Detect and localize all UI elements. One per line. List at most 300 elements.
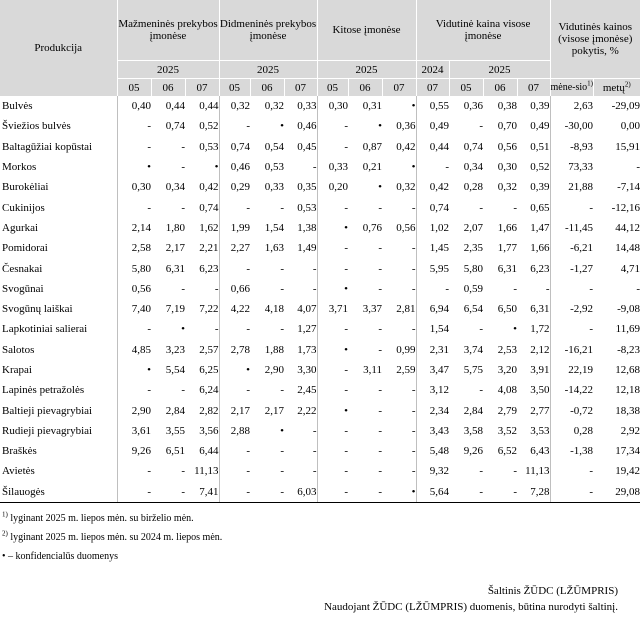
product-name: Svogūnų laiškai [2, 303, 73, 316]
table-cell: 6,25 [199, 364, 219, 376]
table-cell: 1,73 [297, 343, 317, 356]
table-cell: - [219, 258, 250, 278]
table-cell: - [151, 482, 185, 503]
table-cell: 3,43 [416, 421, 449, 441]
header-month: 07 [517, 79, 550, 97]
table-cell: - [181, 161, 185, 174]
table-cell: 2,07 [463, 221, 484, 234]
table-cell: - [479, 120, 484, 133]
table-cell: - [317, 197, 348, 217]
table-cell: 0,40 [117, 96, 151, 116]
table-cell: - [411, 424, 416, 437]
product-name: Svogūnai [2, 282, 44, 295]
product-name: Braškės [2, 445, 37, 458]
source-line: Šaltinis ŽŪDC (LŽŪMPRIS) [487, 585, 618, 597]
table-cell: 0,59 [463, 282, 484, 295]
table-cell: 2,53 [497, 343, 518, 356]
table-cell: - [117, 137, 151, 157]
header-change-yearly [593, 79, 640, 97]
table-cell: - [416, 279, 449, 299]
table-cell: 2,90 [264, 364, 284, 376]
table-cell: - [513, 201, 518, 214]
table-cell: 4,07 [297, 303, 317, 316]
header-retail-year: 2025 [117, 61, 219, 79]
table-cell: 0,42 [416, 177, 449, 197]
header-month: 07 [416, 79, 449, 97]
header-other-year: 2025 [317, 61, 416, 79]
header-average: Vidutinė kaina visose įmonėse [416, 0, 550, 61]
table-cell: -8,23 [617, 343, 640, 356]
table-cell: • [117, 360, 151, 380]
table-cell: - [636, 282, 640, 295]
table-cell: • [411, 161, 416, 174]
table-cell: - [280, 384, 284, 397]
table-cell: 11,13 [525, 465, 550, 478]
table-cell: - [378, 201, 383, 214]
table-cell: • [317, 340, 348, 360]
table-cell: 0,87 [362, 140, 383, 153]
table-cell: -6,21 [550, 238, 593, 258]
table-cell: - [479, 323, 484, 336]
table-cell: 7,40 [117, 299, 151, 319]
table-cell: - [317, 137, 348, 157]
table-cell: 3,71 [317, 299, 348, 319]
table-cell: - [513, 465, 518, 478]
table-cell: - [378, 242, 383, 255]
table-cell: - [317, 482, 348, 503]
table-cell: 1,77 [497, 242, 518, 255]
product-name: Cukinijos [2, 201, 45, 214]
table-cell: 7,19 [165, 303, 185, 316]
table-row [0, 421, 640, 441]
table-cell: 0,46 [297, 120, 317, 133]
footnote-3 [2, 550, 222, 569]
table-cell: -9,08 [617, 303, 640, 316]
table-cell: 0,30 [497, 161, 518, 174]
table-cell: 22,19 [550, 360, 593, 380]
table-cell: 0,00 [620, 120, 640, 133]
header-month: 05 [117, 79, 151, 97]
table-cell: - [411, 201, 416, 214]
table-row [0, 319, 640, 339]
product-name: Agurkai [2, 221, 39, 234]
table-cell: - [117, 380, 151, 400]
table-cell: 5,75 [463, 364, 484, 376]
table-cell: 3,74 [463, 343, 484, 356]
table-cell: 0,56 [497, 140, 518, 153]
table-cell: - [312, 465, 317, 478]
table-cell: - [411, 242, 416, 255]
table-cell: 6,50 [497, 303, 518, 316]
table-cell: 5,64 [416, 482, 449, 503]
table-cell: 3,58 [463, 424, 484, 437]
header-month: 07 [382, 79, 416, 97]
table-cell: 2,90 [117, 400, 151, 420]
header-month: 06 [483, 79, 517, 97]
table-cell: - [219, 461, 250, 481]
table-cell: • [317, 218, 348, 238]
table-cell: 0,74 [219, 137, 250, 157]
table-cell: - [483, 482, 517, 503]
table-cell: - [280, 201, 284, 214]
footnote-2 [2, 531, 222, 550]
table-cell: 3,55 [165, 424, 185, 437]
table-cell: 0,42 [396, 140, 416, 153]
table-cell: 1,38 [297, 221, 317, 234]
table-cell: - [317, 238, 348, 258]
table-cell: - [411, 282, 416, 295]
table-cell: 0,38 [497, 100, 518, 113]
header-month: 05 [449, 79, 483, 97]
header-month: 07 [284, 79, 317, 97]
header-month: 06 [151, 79, 185, 97]
table-cell: 19,42 [615, 465, 640, 478]
table-cell: - [317, 461, 348, 481]
table-cell: - [411, 384, 416, 397]
table-cell: 2,17 [264, 404, 284, 417]
table-cell: - [280, 465, 284, 478]
table-row [0, 299, 640, 319]
table-cell: 9,26 [463, 445, 484, 458]
table-cell: 0,74 [199, 201, 219, 214]
table-cell: - [378, 282, 383, 295]
table-cell: - [378, 445, 383, 458]
table-cell: 4,18 [264, 303, 284, 316]
table-cell: 6,94 [416, 299, 449, 319]
table-cell: - [513, 282, 518, 295]
table-cell: 0,33 [297, 100, 317, 113]
header-wholesale-year: 2025 [219, 61, 317, 79]
table-cell: -7,14 [617, 181, 640, 194]
table-cell: 0,33 [264, 181, 284, 194]
table-cell: 3,53 [530, 424, 550, 437]
table-cell: 2,21 [199, 242, 219, 255]
footnote-1-marker: 1) [2, 510, 8, 519]
product-name: Krapai [2, 364, 32, 376]
table-cell: 0,53 [264, 161, 284, 174]
table-cell: - [117, 461, 151, 481]
table-cell: - [312, 424, 317, 437]
table-cell: 2,63 [550, 96, 593, 116]
table-row [0, 400, 640, 420]
table-cell: • [214, 161, 219, 174]
header-change-monthly-label: mėne-sio [550, 82, 588, 93]
table-cell: - [411, 465, 416, 478]
header-other: Kitose įmonėse [317, 0, 416, 61]
table-cell: - [280, 262, 284, 275]
table-cell: - [449, 482, 483, 503]
table-cell: - [378, 262, 383, 275]
table-row [0, 360, 640, 380]
table-cell: 11,69 [615, 323, 640, 336]
table-cell: 5,80 [117, 258, 151, 278]
table-cell: 6,23 [199, 262, 219, 275]
table-cell: 2,17 [219, 400, 250, 420]
table-cell: - [181, 465, 185, 478]
table-cell: 6,54 [463, 303, 484, 316]
table-cell: - [411, 262, 416, 275]
table-row [0, 441, 640, 461]
table-cell: 0,53 [297, 201, 317, 214]
table-cell: 1,88 [264, 343, 284, 356]
table-cell: 1,45 [416, 238, 449, 258]
table-cell: 9,32 [416, 461, 449, 481]
table-row [0, 137, 640, 157]
table-cell: 0,29 [219, 177, 250, 197]
table-cell: 2,57 [199, 343, 219, 356]
table-cell: 1,47 [530, 221, 550, 234]
table-cell: 2,82 [199, 404, 219, 417]
table-cell: - [181, 140, 185, 153]
table-row [0, 238, 640, 258]
table-cell: 12,68 [615, 364, 640, 376]
table-cell: 0,30 [117, 177, 151, 197]
table-cell: 3,56 [199, 424, 219, 437]
table-cell: 2,14 [117, 218, 151, 238]
footnote-3-text: • – konfidencialūs duomenys [2, 551, 118, 562]
table-cell: 0,36 [463, 100, 484, 113]
table-cell: 2,77 [530, 404, 550, 417]
table-cell: - [312, 282, 317, 295]
header-change-monthly [550, 79, 593, 97]
table-cell: 2,88 [219, 421, 250, 441]
table-cell: - [411, 323, 416, 336]
table-cell: 0,34 [165, 181, 185, 194]
table-cell: -29,09 [611, 100, 640, 113]
table-cell: 6,24 [199, 384, 219, 397]
table-row [0, 218, 640, 238]
table-cell: • [411, 100, 416, 113]
table-cell: • [317, 279, 348, 299]
table-cell: 14,48 [615, 242, 640, 255]
table-cell: -8,93 [550, 137, 593, 157]
table-row [0, 482, 640, 503]
table-cell: 0,74 [416, 197, 449, 217]
table-cell: 1,63 [264, 242, 284, 255]
table-cell: - [219, 116, 250, 136]
product-name: Burokėliai [2, 181, 49, 194]
table-cell: 2,27 [219, 238, 250, 258]
table-cell: 0,34 [463, 161, 484, 174]
table-cell: -11,45 [550, 218, 593, 238]
product-name: Baltieji pievagrybiai [2, 404, 93, 417]
table-cell: 3,12 [416, 380, 449, 400]
table-cell: 0,76 [362, 221, 383, 234]
table-cell: 0,46 [219, 157, 250, 177]
table-cell: 2,22 [297, 404, 317, 417]
footnote-ref-1: 1) [587, 79, 594, 88]
table-cell: - [378, 404, 383, 417]
table-header [0, 0, 640, 96]
table-cell: • [280, 120, 284, 133]
product-name: Šviežios bulvės [2, 120, 71, 133]
table-cell: 0,51 [530, 140, 550, 153]
table-cell: 1,02 [416, 218, 449, 238]
table-cell: - [214, 323, 219, 336]
product-name: Česnakai [2, 262, 43, 275]
product-name: Baltagūžiai kopūstai [2, 140, 93, 153]
table-cell: 2,35 [463, 242, 484, 255]
product-name: Šilauogės [0, 482, 117, 503]
table-cell: 0,54 [264, 140, 284, 153]
table-cell: - [550, 197, 593, 217]
table-cell: 2,31 [416, 340, 449, 360]
product-name: Rudieji pievagrybiai [2, 424, 93, 437]
table-cell: 1,66 [530, 242, 550, 255]
table-cell: - [550, 461, 593, 481]
table-cell: 0,32 [396, 181, 416, 194]
table-cell: 6,51 [165, 445, 185, 458]
footnote-1-text: lyginant 2025 m. liepos mėn. su birželio mėn. [7, 513, 194, 524]
table-cell: 0,45 [297, 140, 317, 153]
table-cell: 3,61 [117, 421, 151, 441]
table-cell: 4,85 [117, 340, 151, 360]
table-cell: 3,50 [530, 384, 550, 397]
table-cell: 7,28 [517, 482, 550, 503]
table-cell: 1,99 [219, 218, 250, 238]
table-cell: 44,12 [615, 221, 640, 234]
table-cell: 0,70 [497, 120, 518, 133]
table-cell: 0,49 [530, 120, 550, 133]
product-name: Salotos [2, 343, 35, 356]
table-cell: - [219, 441, 250, 461]
table-cell: 2,78 [219, 340, 250, 360]
table-cell: - [317, 441, 348, 461]
table-cell: - [219, 482, 250, 503]
table-cell: 3,23 [165, 343, 185, 356]
product-name: Pomidorai [2, 242, 48, 255]
table-cell: 2,92 [620, 424, 640, 437]
table-cell: - [348, 482, 382, 503]
table-cell: • [280, 424, 284, 437]
header-month: 07 [185, 79, 219, 97]
table-cell: 7,41 [185, 482, 219, 503]
table-cell: - [411, 404, 416, 417]
table-cell: 0,49 [416, 116, 449, 136]
table-row [0, 340, 640, 360]
table-cell: 7,22 [199, 303, 219, 316]
table-cell: 0,21 [362, 161, 383, 174]
product-name: Bulvės [2, 100, 33, 113]
table-cell: • [317, 400, 348, 420]
header-change-yearly-label: metų [602, 81, 625, 94]
table-cell: 2,84 [463, 404, 484, 417]
header-month: 06 [348, 79, 382, 97]
table-cell: 1,54 [416, 319, 449, 339]
table-cell: - [317, 319, 348, 339]
table-cell: - [317, 116, 348, 136]
table-cell: - [550, 482, 593, 503]
table-cell: 6,23 [530, 262, 550, 275]
table-cell: - [312, 161, 317, 174]
table-cell: • [117, 157, 151, 177]
header-average-year-prev: 2024 [416, 61, 449, 79]
table-cell: - [636, 161, 640, 174]
table-cell: 0,32 [219, 96, 250, 116]
table-cell: - [219, 319, 250, 339]
footnote-ref-2: 2) [624, 79, 631, 88]
table-cell: -1,38 [550, 441, 593, 461]
table-cell: - [550, 319, 593, 339]
table-cell: - [280, 323, 284, 336]
table-cell: • [382, 482, 416, 503]
table-cell: 2,79 [497, 404, 518, 417]
table-cell: - [317, 421, 348, 441]
table-cell: 29,08 [593, 482, 640, 503]
product-name: Morkos [2, 161, 37, 174]
table-row [0, 380, 640, 400]
table-cell: - [181, 282, 185, 295]
table-cell: 4,22 [219, 299, 250, 319]
table-cell: - [312, 445, 317, 458]
table-cell: 5,80 [463, 262, 484, 275]
table-cell: 0,39 [530, 100, 550, 113]
header-month: 05 [317, 79, 348, 97]
table-cell: - [479, 384, 484, 397]
table-row [0, 258, 640, 278]
table-cell: 0,65 [530, 201, 550, 214]
header-retail: Mažmeninės prekybos įmonėse [117, 0, 219, 61]
table-cell: 12,18 [615, 384, 640, 397]
table-cell: 1,27 [297, 323, 317, 336]
product-name: Lapinės petražolės [2, 384, 85, 397]
table-cell: 0,31 [362, 100, 383, 113]
table-cell: - [250, 482, 284, 503]
table-cell: • [378, 181, 383, 194]
table-cell: 0,44 [165, 100, 185, 113]
table-cell: - [378, 465, 383, 478]
table-cell: - [411, 445, 416, 458]
source-notice: Naudojant ŽŪDC (LŽŪMPRIS) duomenis, būtina nurodyti šaltinį. [324, 601, 618, 613]
table-cell: - [117, 116, 151, 136]
table-cell: - [181, 384, 185, 397]
table-cell: - [280, 282, 284, 295]
table-cell: • [513, 323, 518, 336]
table-cell: 0,52 [530, 161, 550, 174]
table-cell: - [219, 380, 250, 400]
table-cell: 0,39 [530, 181, 550, 194]
table-cell: • [181, 323, 185, 336]
table-cell: 0,52 [199, 120, 219, 133]
table-body [0, 96, 640, 502]
table-cell: - [317, 360, 348, 380]
table-cell: 4,08 [497, 384, 518, 397]
table-cell: 2,34 [416, 400, 449, 420]
table-cell: - [214, 282, 219, 295]
table-cell: - [117, 197, 151, 217]
footnotes [2, 512, 222, 569]
table-cell: 0,28 [463, 181, 484, 194]
header-product: Produkcija [0, 0, 117, 96]
table-cell: 17,34 [615, 445, 640, 458]
table-cell: 0,99 [396, 343, 416, 356]
table-cell: 1,62 [199, 221, 219, 234]
table-cell: 2,58 [117, 238, 151, 258]
table-cell: 0,20 [317, 177, 348, 197]
table-cell: - [378, 384, 383, 397]
table-cell: -30,00 [550, 116, 593, 136]
table-cell: 5,54 [165, 364, 185, 376]
table-cell: 0,74 [463, 140, 484, 153]
table-cell: 3,37 [362, 303, 383, 316]
table-cell: 6,52 [497, 445, 518, 458]
footnote-2-marker: 2) [2, 529, 8, 538]
table-row [0, 279, 640, 299]
table-cell: 0,55 [416, 96, 449, 116]
table-cell: - [280, 445, 284, 458]
table-row [0, 461, 640, 481]
header-month: 05 [219, 79, 250, 97]
